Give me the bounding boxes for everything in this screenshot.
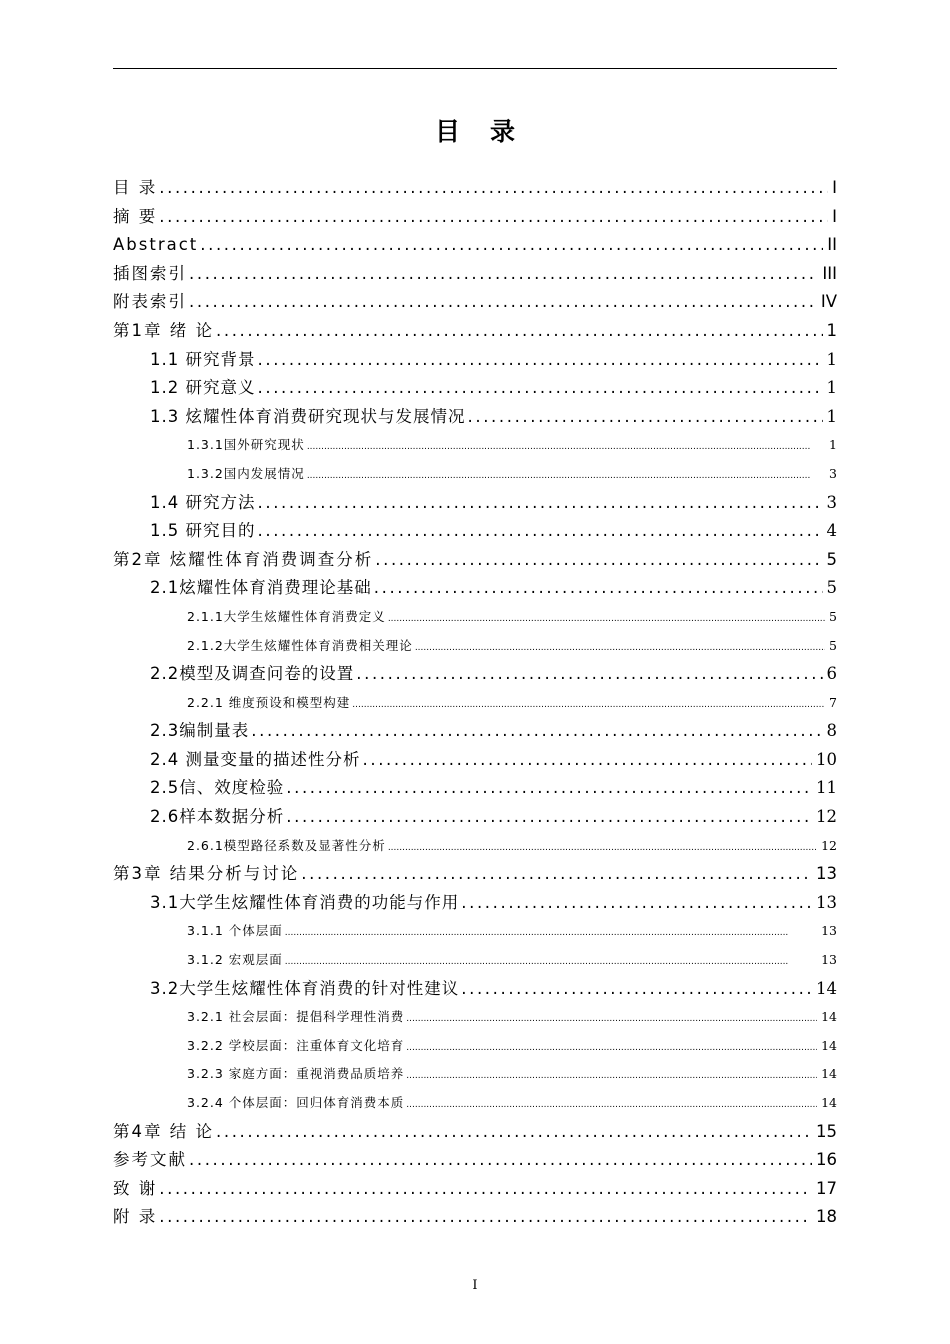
toc-entry-page: 7: [829, 694, 837, 710]
toc-entry[interactable]: [113, 231, 837, 260]
toc-entry[interactable]: [113, 774, 837, 803]
toc-entry-page: I: [832, 178, 837, 197]
toc-entry[interactable]: [113, 260, 837, 289]
toc-entry-page: 1: [829, 437, 837, 453]
toc-dot-leader: [157, 1203, 812, 1232]
toc-entry-page: 16: [816, 1150, 837, 1170]
toc-entry-label: 2.1.1大学生炫耀性体育消费定义: [187, 608, 386, 624]
toc-dot-leader: [404, 1091, 817, 1118]
toc-entry-page: 13: [816, 864, 837, 884]
page-title: 目录: [434, 117, 545, 146]
toc-entry-label: 1.3.2国内发展情况: [187, 465, 305, 481]
toc-dot-leader: [283, 948, 817, 975]
toc-dot-leader: [157, 174, 828, 203]
toc-entry-label: 1.5 研究目的: [150, 521, 256, 541]
toc-entry[interactable]: [113, 203, 837, 232]
toc-dot-leader: [256, 346, 823, 375]
toc-entry-label: 2.1炫耀性体育消费理论基础: [150, 578, 372, 598]
toc-entry-page: 13: [821, 923, 837, 939]
toc-dot-leader: [305, 462, 825, 489]
toc-entry-label: 1.4 研究方法: [150, 492, 256, 512]
toc-dot-leader: [386, 605, 825, 632]
toc-entry-page: 14: [821, 1095, 837, 1110]
toc-entry-label: 3.1.2 宏观层面: [187, 952, 283, 968]
toc-entry-label: 目 录: [113, 178, 158, 197]
toc-entry-label: 1.2 研究意义: [150, 378, 256, 398]
header-rule: [113, 68, 837, 69]
toc-entry-page: 4: [826, 521, 837, 541]
toc-entry-page: 5: [826, 549, 837, 569]
toc-entry[interactable]: [113, 946, 837, 975]
toc-dot-leader: [299, 860, 812, 889]
toc-entry-page: 13: [816, 892, 837, 912]
toc-entry[interactable]: [113, 431, 837, 460]
toc-entry[interactable]: [113, 1003, 837, 1032]
toc-entry-label: 1.1 研究背景: [150, 349, 256, 369]
toc-entry[interactable]: [113, 1146, 837, 1175]
toc-entry-page: 14: [821, 1037, 837, 1053]
toc-entry[interactable]: [113, 288, 837, 317]
toc-dot-leader: [459, 889, 812, 918]
toc-entry[interactable]: [113, 1175, 837, 1204]
toc-entry-label: 3.1大学生炫耀性体育消费的功能与作用: [150, 892, 460, 912]
toc-entry-label: 3.2.1 社会层面：提倡科学理性消费: [187, 1009, 405, 1025]
toc-dot-leader: [305, 433, 825, 460]
toc-dot-leader: [284, 774, 812, 803]
toc-entry[interactable]: [113, 889, 837, 918]
toc-entry[interactable]: [113, 632, 837, 661]
toc-entry[interactable]: [113, 1089, 837, 1118]
toc-dot-leader: [466, 403, 823, 432]
toc-entry-label: 附 录: [113, 1207, 158, 1227]
toc-entry-page: I: [832, 206, 837, 226]
toc-entry-page: 14: [821, 1066, 837, 1082]
toc-entry[interactable]: [113, 403, 837, 432]
toc-entry[interactable]: [113, 860, 837, 889]
toc-dot-leader: [256, 489, 823, 518]
toc-entry-page: 1: [826, 378, 837, 398]
toc-dot-leader: [372, 574, 823, 603]
toc-entry-page: 1: [826, 349, 837, 369]
page-number-footer: I: [472, 1278, 478, 1293]
toc-entry-page: 11: [816, 778, 837, 798]
toc-entry-label: 2.6.1模型路径系数及显著性分析: [187, 837, 386, 853]
toc-entry[interactable]: [113, 317, 837, 346]
toc-entry[interactable]: [113, 1203, 837, 1232]
toc-entry-label: 第1章 绪 论: [113, 320, 214, 340]
toc-dot-leader: [187, 288, 817, 317]
toc-dot-leader: [459, 975, 812, 1004]
toc-entry[interactable]: [113, 603, 837, 632]
toc-entry-label: 3.2大学生炫耀性体育消费的针对性建议: [150, 978, 460, 998]
toc-entry-page: III: [822, 263, 837, 283]
toc-dot-leader: [404, 1062, 817, 1089]
toc-dot-leader: [350, 691, 825, 718]
toc-entry-label: 附表索引: [113, 292, 187, 312]
toc-entry-page: 5: [829, 637, 837, 653]
toc-entry-label: 1.3 炫耀性体育消费研究现状与发展情况: [150, 406, 466, 426]
toc-entry[interactable]: [113, 660, 837, 689]
toc-entry-page: 5: [826, 578, 837, 598]
toc-entry-label: 第4章 结 论: [113, 1121, 214, 1141]
toc-entry-label: 参考文献: [113, 1150, 187, 1170]
toc-entry-page: 1: [826, 406, 837, 426]
toc-entry-label: 2.5信、效度检验: [150, 778, 285, 798]
toc-entry-page: 8: [826, 721, 837, 741]
toc-entry[interactable]: [113, 460, 837, 489]
toc-dot-leader: [354, 660, 822, 689]
toc-entry-label: 2.4 测量变量的描述性分析: [150, 749, 361, 769]
toc-entry-label: 2.3编制量表: [150, 721, 250, 741]
toc-entry-page: 10: [816, 749, 837, 769]
toc-entry-label: 2.2.1 维度预设和模型构建: [187, 694, 351, 710]
toc-dot-leader: [373, 546, 822, 575]
toc-entry[interactable]: [113, 1032, 837, 1061]
toc-entry[interactable]: [113, 803, 837, 832]
toc-entry[interactable]: [113, 717, 837, 746]
toc-entry-page: 14: [816, 978, 837, 998]
toc-entry[interactable]: [113, 975, 837, 1004]
toc-dot-leader: [361, 746, 813, 775]
toc-entry[interactable]: [113, 917, 837, 946]
toc-entry-label: 插图索引: [113, 263, 187, 283]
toc-dot-leader: [187, 1146, 812, 1175]
toc-entry-label: Abstract: [113, 235, 199, 255]
toc-entry-page: II: [827, 235, 837, 255]
toc-entry[interactable]: [113, 832, 837, 861]
toc-dot-leader: [284, 803, 812, 832]
toc-entry-page: 12: [821, 837, 837, 853]
toc-entry-page: 3: [829, 465, 837, 481]
toc-entry-page: 13: [821, 952, 837, 968]
toc-entry[interactable]: [113, 346, 837, 375]
toc-entry[interactable]: [113, 746, 837, 775]
toc-dot-leader: [256, 517, 823, 546]
toc-entry-label: 摘 要: [113, 206, 158, 226]
toc-entry-page: 17: [816, 1178, 837, 1198]
toc-entry[interactable]: [113, 174, 837, 203]
toc-entry-page: 6: [826, 664, 837, 684]
toc-dot-leader: [404, 1005, 817, 1032]
toc-dot-leader: [157, 1175, 812, 1204]
toc-entry[interactable]: [113, 489, 837, 518]
toc-entry-page: 5: [829, 608, 837, 624]
toc-dot-leader: [404, 1034, 817, 1061]
toc-entry-label: 2.2模型及调查问卷的设置: [150, 664, 355, 684]
toc-entry-label: 第2章 炫耀性体育消费调查分析: [113, 549, 374, 569]
toc-entry[interactable]: [113, 546, 837, 575]
toc-entry-label: 3.1.1 个体层面: [187, 923, 283, 939]
toc-dot-leader: [413, 634, 825, 661]
toc-entry-page: 12: [816, 807, 837, 827]
toc-entry-label: 3.2.2 学校层面：注重体育文化培育: [187, 1037, 405, 1053]
toc-entry-page: 1: [826, 320, 837, 340]
toc-entry-page: 18: [816, 1207, 837, 1227]
toc-entry[interactable]: [113, 374, 837, 403]
toc-entry-page: 15: [816, 1121, 837, 1141]
table-of-contents: [113, 174, 837, 1232]
toc-entry-label: 2.6样本数据分析: [150, 807, 285, 827]
toc-entry-page: 14: [821, 1009, 837, 1025]
toc-entry-label: 3.2.4 个体层面：回归体育消费本质: [187, 1095, 405, 1110]
toc-dot-leader: [283, 919, 817, 946]
toc-entry-page: 3: [826, 492, 837, 512]
toc-entry-label: 3.2.3 家庭方面：重视消费品质培养: [187, 1066, 405, 1082]
toc-dot-leader: [256, 374, 823, 403]
toc-entry[interactable]: [113, 689, 837, 718]
toc-entry[interactable]: [113, 574, 837, 603]
toc-dot-leader: [187, 260, 818, 289]
toc-dot-leader: [386, 834, 817, 861]
toc-dot-leader: [214, 317, 823, 346]
toc-entry-label: 第3章 结果分析与讨论: [113, 864, 300, 884]
toc-entry-label: 2.1.2大学生炫耀性体育消费相关理论: [187, 637, 413, 653]
toc-entry[interactable]: [113, 1118, 837, 1147]
toc-dot-leader: [198, 231, 823, 260]
toc-entry[interactable]: [113, 1060, 837, 1089]
toc-entry-label: 1.3.1国外研究现状: [187, 437, 305, 453]
toc-entry-label: 致 谢: [113, 1178, 158, 1198]
toc-dot-leader: [214, 1118, 812, 1147]
toc-dot-leader: [157, 203, 828, 232]
toc-entry-page: IV: [820, 292, 837, 312]
toc-dot-leader: [249, 717, 822, 746]
toc-entry[interactable]: [113, 517, 837, 546]
